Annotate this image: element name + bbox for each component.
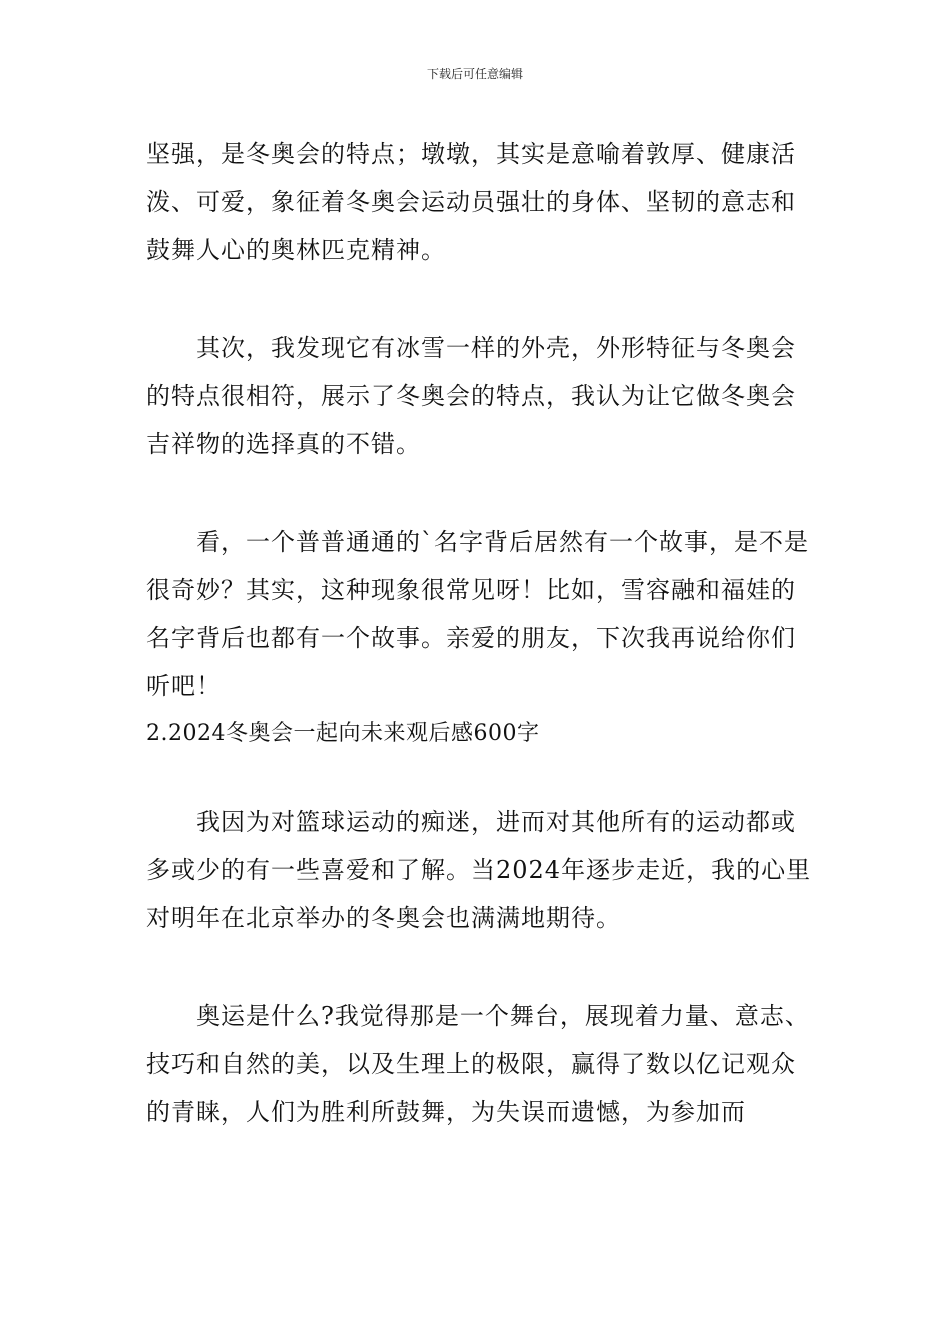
paragraph-4: 我因为对篮球运动的痴迷，进而对其他所有的运动都或多或少的有一些喜爱和了解。当2024年逐步走近，我的心里对明年在北京举办的冬奥会也满满地期待。 (146, 808, 812, 932)
paragraph-2: 其次，我发现它有冰雪一样的外壳，外形特征与冬奥会的特点很相符，展示了冬奥会的特点，我认为让它做冬奥会吉祥物的选择真的不错。 (146, 334, 796, 458)
paragraph-5: 奥运是什么?我觉得那是一个舞台，展现着力量、意志、技巧和自然的美，以及生理上的极限，赢得了数以亿记观众的青睐，人们为胜利所鼓舞，为失误而遗憾，为参加而 (146, 1002, 810, 1126)
page-header: 下载后可任意编辑 (426, 67, 523, 81)
paragraph-1: 坚强，是冬奥会的特点；墩墩，其实是意喻着敦厚、健康活泼、可爱，象征着冬奥会运动员强壮的身体、坚韧的意志和鼓舞人心的奥林匹克精神。 (146, 140, 796, 264)
section-heading: 2.2024冬奥会一起向未来观后感600字 (146, 721, 540, 746)
paragraph-3: 看，一个普普通通的`名字背后居然有一个故事，是不是很奇妙？其实，这种现象很常见呀！比如，雪容融和福娃的名字背后也都有一个故事。亲爱的朋友，下次我再说给你们听吧！ (146, 528, 809, 700)
document-body (146, 130, 816, 1136)
